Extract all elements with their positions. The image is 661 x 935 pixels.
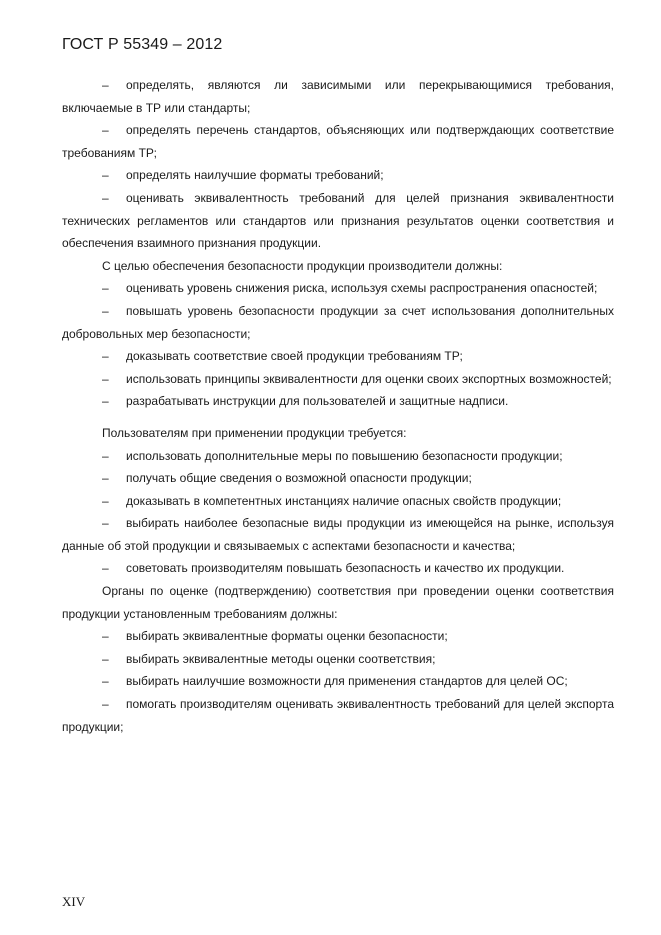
paragraph-text: повышать уровень безопасности продукции за счет использования дополнительных добровольных мер безопасности;: [62, 303, 614, 341]
list-dash: –: [102, 629, 109, 644]
paragraph-text: помогать производителям оценивать эквивалентность требований для целей экспорта продукции;: [62, 697, 614, 734]
paragraph-text: определять перечень стандартов, объясняющих или подтверждающих соответствие требованиям ТР;: [62, 123, 614, 160]
list-dash: –: [102, 516, 109, 531]
list-item: [62, 625, 614, 648]
list-item: [62, 300, 614, 345]
list-dash: –: [102, 349, 109, 364]
list-dash: –: [102, 493, 109, 508]
list-dash: –: [102, 303, 109, 318]
paragraph-text: определять наилучшие форматы требований;: [126, 168, 384, 183]
list-dash: –: [102, 190, 109, 205]
paragraph-text: доказывать соответствие своей продукции требованиям ТР;: [126, 349, 463, 364]
list-item: [62, 345, 614, 368]
paragraph-text: оценивать эквивалентность требований для целей признания эквивалентности технических регламентов или стандартов или признания результатов оценки соответствия и обеспечения взаимного признания продукции.: [62, 190, 614, 251]
paragraph-text: оценивать уровень снижения риска, используя схемы распространения опасностей;: [126, 281, 598, 296]
paragraph: [62, 255, 614, 278]
list-item: [62, 512, 614, 557]
list-dash: –: [102, 78, 109, 92]
list-dash: –: [102, 371, 109, 386]
paragraph: [62, 580, 614, 625]
paragraph-text: выбирать наиболее безопасные виды продукции из имеющейся на рынке, используя данные об этой продукции и связываемых с аспектами безопасности и качества;: [62, 516, 614, 553]
page-number: XIV: [62, 894, 86, 909]
paragraph-text: советовать производителям повышать безопасность и качество их продукции.: [126, 561, 565, 576]
list-item: [62, 557, 614, 580]
list-item: [62, 164, 614, 187]
list-item: [62, 490, 614, 513]
list-item: [62, 390, 614, 413]
list-dash: –: [102, 561, 109, 576]
list-item: [62, 119, 614, 164]
paragraph-text: выбирать наилучшие возможности для применения стандартов для целей ОС;: [126, 674, 568, 689]
paragraph-text: разрабатывать инструкции для пользователей и защитные надписи.: [126, 394, 509, 409]
paragraph-text: выбирать эквивалентные форматы оценки безопасности;: [126, 629, 448, 644]
list-dash: –: [102, 168, 109, 183]
list-dash: –: [102, 123, 109, 138]
list-dash: –: [102, 697, 109, 712]
list-dash: –: [102, 651, 109, 666]
list-item: [62, 648, 614, 671]
list-item: [62, 74, 614, 119]
paragraph-text: использовать дополнительные меры по повышению безопасности продукции;: [126, 448, 563, 463]
list-dash: –: [102, 394, 109, 409]
list-item: [62, 693, 614, 738]
document-header: ГОСТ Р 55349 – 2012: [62, 36, 223, 53]
list-dash: –: [102, 448, 109, 463]
document-body: [62, 74, 614, 738]
list-item: [62, 445, 614, 468]
list-dash: –: [102, 471, 109, 486]
paragraph-text: доказывать в компетентных инстанциях наличие опасных свойств продукции;: [126, 493, 562, 508]
paragraph-text: определять, являются ли зависимыми или перекрывающимися требования, включаемые в ТР или стандарты;: [62, 78, 614, 115]
list-item: [62, 187, 614, 255]
list-item: [62, 277, 614, 300]
paragraph-text: С целью обеспечения безопасности продукции производители должны:: [102, 258, 503, 273]
list-dash: –: [102, 281, 109, 296]
list-item: [62, 467, 614, 490]
paragraph-text: Органы по оценке (подтверждению) соответствия при проведении оценки соответствия продукции установленным требованиям должны:: [62, 584, 614, 621]
paragraph: [62, 422, 614, 445]
list-item: [62, 368, 614, 391]
paragraph-text: выбирать эквивалентные методы оценки соответствия;: [126, 651, 436, 666]
list-dash: –: [102, 674, 109, 689]
paragraph-text: Пользователям при применении продукции требуется:: [102, 425, 407, 440]
paragraph-text: использовать принципы эквивалентности для оценки своих экспортных возможностей;: [126, 371, 612, 386]
list-item: [62, 670, 614, 693]
paragraph-text: получать общие сведения о возможной опасности продукции;: [126, 471, 472, 486]
